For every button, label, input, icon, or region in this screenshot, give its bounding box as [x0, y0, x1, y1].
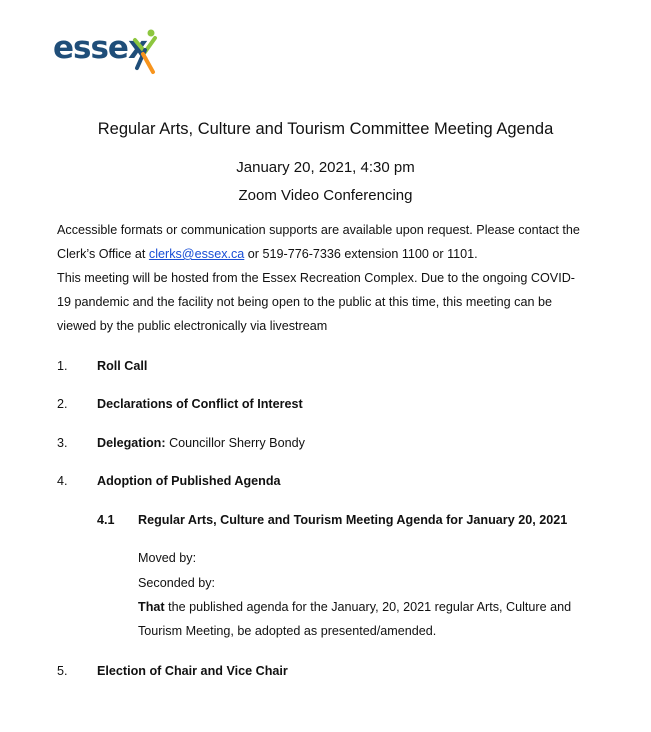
agenda-subitem-title: Regular Arts, Culture and Tourism Meeting Agenda for January 20, 2021: [138, 513, 568, 527]
moved-by-label: Moved by:: [138, 551, 197, 565]
agenda-item-1-number: 1.: [57, 359, 68, 373]
agenda-item-3-number: 3.: [57, 436, 68, 450]
essex-figure-logo-icon: [131, 28, 161, 78]
agenda-subitem-number: 4.1: [97, 513, 115, 527]
clerks-email-link[interactable]: clerks@essex.ca: [148, 247, 245, 261]
meeting-location: Zoom Video Conferencing: [238, 187, 413, 204]
agenda-item-4-number: 4.: [57, 474, 68, 488]
agenda-item-2: Declarations of Conflict of Interest: [97, 397, 303, 411]
motion-line-1: That the published agenda for the January, 20, 2021 regular Arts, Culture and: [138, 600, 572, 614]
livestream-line-3: viewed by the public electronically via livestream: [57, 319, 328, 333]
seconded-by-label: Seconded by:: [138, 576, 216, 590]
accessibility-line-1: Accessible formats or communication supports are available upon request. Please contact the: [57, 223, 580, 237]
essex-logo: [53, 28, 158, 80]
agenda-item-1: Roll Call: [97, 359, 148, 373]
agenda-item-5-number: 5.: [57, 664, 68, 678]
accessibility-line-2: Clerk’s Office at clerks@essex.ca or 519-776-7336 extension 1100 or 1101.: [57, 247, 478, 261]
agenda-item-4: Adoption of Published Agenda: [97, 474, 281, 488]
livestream-line-1: This meeting will be hosted from the Essex Recreation Complex. Due to the ongoing COVID-: [57, 271, 575, 285]
livestream-line-2: 19 pandemic and the facility not being open to the public at this time, this meeting can be: [57, 295, 552, 309]
agenda-item-5: Election of Chair and Vice Chair: [97, 664, 288, 678]
meeting-date-time: January 20, 2021, 4:30 pm: [236, 159, 415, 176]
motion-line-2: Tourism Meeting, be adopted as presented/amended.: [138, 624, 437, 638]
agenda-item-2-number: 2.: [57, 397, 68, 411]
logo-wordmark: essex: [53, 30, 147, 66]
motion-text: [138, 595, 598, 643]
accessibility-notice: [57, 218, 597, 338]
agenda-item-3: Delegation: Councillor Sherry Bondy: [97, 436, 305, 450]
page-title: Regular Arts, Culture and Tourism Committee Meeting Agenda: [97, 120, 554, 138]
